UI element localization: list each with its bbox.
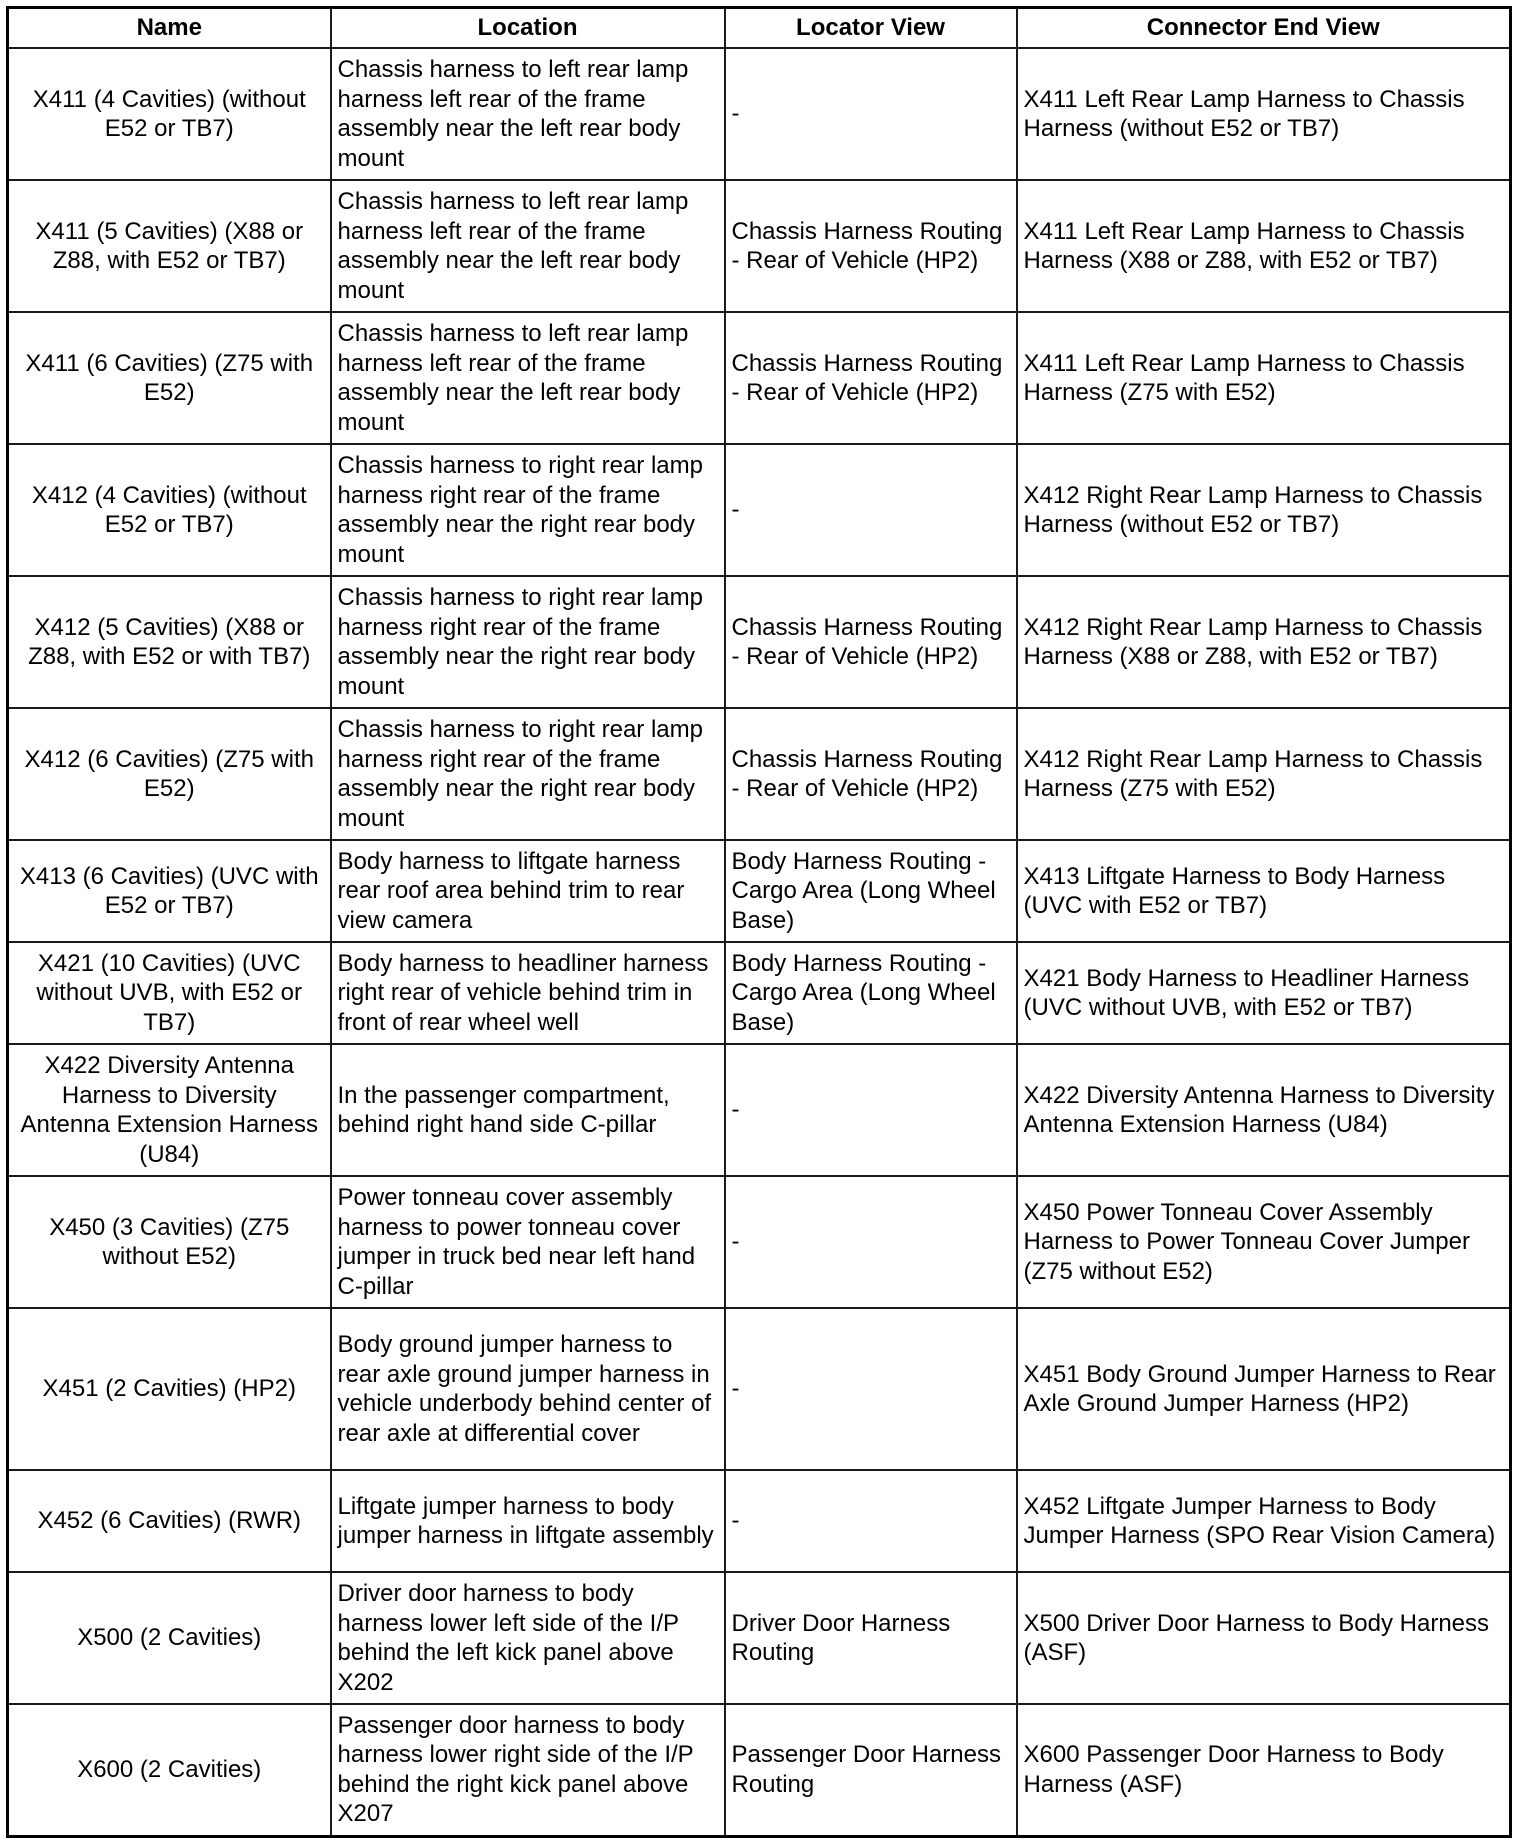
cell-locator-view: Chassis Harness Routing - Rear of Vehicle (HP2) <box>725 312 1017 444</box>
table-row <box>8 312 1511 444</box>
cell-connector-end-view: X452 Liftgate Jumper Harness to Body Jumper Harness (SPO Rear Vision Camera) <box>1017 1470 1511 1572</box>
cell-location: Passenger door harness to body harness lower right side of the I/P behind the right kick panel above X207 <box>331 1704 725 1836</box>
cell-location: Chassis harness to right rear lamp harness right rear of the frame assembly near the right rear body mount <box>331 444 725 576</box>
cell-locator-view: - <box>725 48 1017 180</box>
cell-name: X412 (6 Cavities) (Z75 with E52) <box>8 708 331 840</box>
cell-location: Power tonneau cover assembly harness to power tonneau cover jumper in truck bed near left hand C-pillar <box>331 1176 725 1308</box>
cell-connector-end-view: X411 Left Rear Lamp Harness to Chassis Harness (Z75 with E52) <box>1017 312 1511 444</box>
cell-connector-end-view: X411 Left Rear Lamp Harness to Chassis Harness (X88 or Z88, with E52 or TB7) <box>1017 180 1511 312</box>
cell-connector-end-view: X411 Left Rear Lamp Harness to Chassis Harness (without E52 or TB7) <box>1017 48 1511 180</box>
table-row <box>8 48 1511 180</box>
cell-location: In the passenger compartment, behind right hand side C-pillar <box>331 1044 725 1176</box>
cell-location: Chassis harness to left rear lamp harness left rear of the frame assembly near the left rear body mount <box>331 312 725 444</box>
cell-name: X413 (6 Cavities) (UVC with E52 or TB7) <box>8 840 331 942</box>
cell-name: X412 (4 Cavities) (without E52 or TB7) <box>8 444 331 576</box>
cell-location: Body ground jumper harness to rear axle ground jumper harness in vehicle underbody behind center of rear axle at differential cover <box>331 1308 725 1470</box>
cell-connector-end-view: X413 Liftgate Harness to Body Harness (UVC with E52 or TB7) <box>1017 840 1511 942</box>
cell-location: Chassis harness to left rear lamp harness left rear of the frame assembly near the left rear body mount <box>331 48 725 180</box>
cell-locator-view: - <box>725 1470 1017 1572</box>
cell-connector-end-view: X412 Right Rear Lamp Harness to Chassis Harness (X88 or Z88, with E52 or TB7) <box>1017 576 1511 708</box>
cell-location: Driver door harness to body harness lower left side of the I/P behind the left kick panel above X202 <box>331 1572 725 1704</box>
cell-locator-view: Chassis Harness Routing - Rear of Vehicle (HP2) <box>725 180 1017 312</box>
header-location: Location <box>331 8 725 49</box>
cell-name: X411 (5 Cavities) (X88 or Z88, with E52 or TB7) <box>8 180 331 312</box>
cell-locator-view: - <box>725 444 1017 576</box>
table-row <box>8 1308 1511 1470</box>
cell-locator-view: Body Harness Routing - Cargo Area (Long Wheel Base) <box>725 840 1017 942</box>
header-name: Name <box>8 8 331 49</box>
cell-locator-view: - <box>725 1308 1017 1470</box>
cell-location: Liftgate jumper harness to body jumper harness in liftgate assembly <box>331 1470 725 1572</box>
table-row <box>8 1470 1511 1572</box>
connector-table-sheet <box>6 6 1509 1838</box>
cell-connector-end-view: X451 Body Ground Jumper Harness to Rear Axle Ground Jumper Harness (HP2) <box>1017 1308 1511 1470</box>
cell-connector-end-view: X422 Diversity Antenna Harness to Diversity Antenna Extension Harness (U84) <box>1017 1044 1511 1176</box>
cell-locator-view: Chassis Harness Routing - Rear of Vehicle (HP2) <box>725 576 1017 708</box>
cell-locator-view: Passenger Door Harness Routing <box>725 1704 1017 1836</box>
cell-locator-view: Chassis Harness Routing - Rear of Vehicle (HP2) <box>725 708 1017 840</box>
connector-table <box>6 6 1512 1838</box>
cell-location: Body harness to liftgate harness rear roof area behind trim to rear view camera <box>331 840 725 942</box>
cell-connector-end-view: X450 Power Tonneau Cover Assembly Harness to Power Tonneau Cover Jumper (Z75 without E52) <box>1017 1176 1511 1308</box>
cell-connector-end-view: X600 Passenger Door Harness to Body Harness (ASF) <box>1017 1704 1511 1836</box>
header-locator-view: Locator View <box>725 8 1017 49</box>
cell-connector-end-view: X412 Right Rear Lamp Harness to Chassis Harness (Z75 with E52) <box>1017 708 1511 840</box>
cell-connector-end-view: X500 Driver Door Harness to Body Harness (ASF) <box>1017 1572 1511 1704</box>
cell-connector-end-view: X412 Right Rear Lamp Harness to Chassis Harness (without E52 or TB7) <box>1017 444 1511 576</box>
table-row <box>8 708 1511 840</box>
cell-locator-view: Driver Door Harness Routing <box>725 1572 1017 1704</box>
table-row <box>8 1176 1511 1308</box>
table-row <box>8 840 1511 942</box>
table-row <box>8 444 1511 576</box>
cell-location: Body harness to headliner harness right rear of vehicle behind trim in front of rear wheel well <box>331 942 725 1044</box>
cell-name: X412 (5 Cavities) (X88 or Z88, with E52 or with TB7) <box>8 576 331 708</box>
header-connector-end-view: Connector End View <box>1017 8 1511 49</box>
cell-name: X450 (3 Cavities) (Z75 without E52) <box>8 1176 331 1308</box>
table-row <box>8 1704 1511 1836</box>
table-row <box>8 180 1511 312</box>
table-header-row <box>8 8 1511 49</box>
cell-name: X451 (2 Cavities) (HP2) <box>8 1308 331 1470</box>
cell-name: X411 (6 Cavities) (Z75 with E52) <box>8 312 331 444</box>
cell-locator-view: Body Harness Routing - Cargo Area (Long Wheel Base) <box>725 942 1017 1044</box>
table-row <box>8 1044 1511 1176</box>
cell-name: X452 (6 Cavities) (RWR) <box>8 1470 331 1572</box>
cell-name: X421 (10 Cavities) (UVC without UVB, with E52 or TB7) <box>8 942 331 1044</box>
table-row <box>8 1572 1511 1704</box>
cell-connector-end-view: X421 Body Harness to Headliner Harness (UVC without UVB, with E52 or TB7) <box>1017 942 1511 1044</box>
cell-locator-view: - <box>725 1176 1017 1308</box>
cell-locator-view: - <box>725 1044 1017 1176</box>
cell-location: Chassis harness to right rear lamp harness right rear of the frame assembly near the right rear body mount <box>331 576 725 708</box>
cell-location: Chassis harness to left rear lamp harness left rear of the frame assembly near the left rear body mount <box>331 180 725 312</box>
cell-name: X411 (4 Cavities) (without E52 or TB7) <box>8 48 331 180</box>
cell-name: X600 (2 Cavities) <box>8 1704 331 1836</box>
cell-name: X500 (2 Cavities) <box>8 1572 331 1704</box>
cell-name: X422 Diversity Antenna Harness to Diversity Antenna Extension Harness (U84) <box>8 1044 331 1176</box>
table-row <box>8 942 1511 1044</box>
table-row <box>8 576 1511 708</box>
cell-location: Chassis harness to right rear lamp harness right rear of the frame assembly near the right rear body mount <box>331 708 725 840</box>
